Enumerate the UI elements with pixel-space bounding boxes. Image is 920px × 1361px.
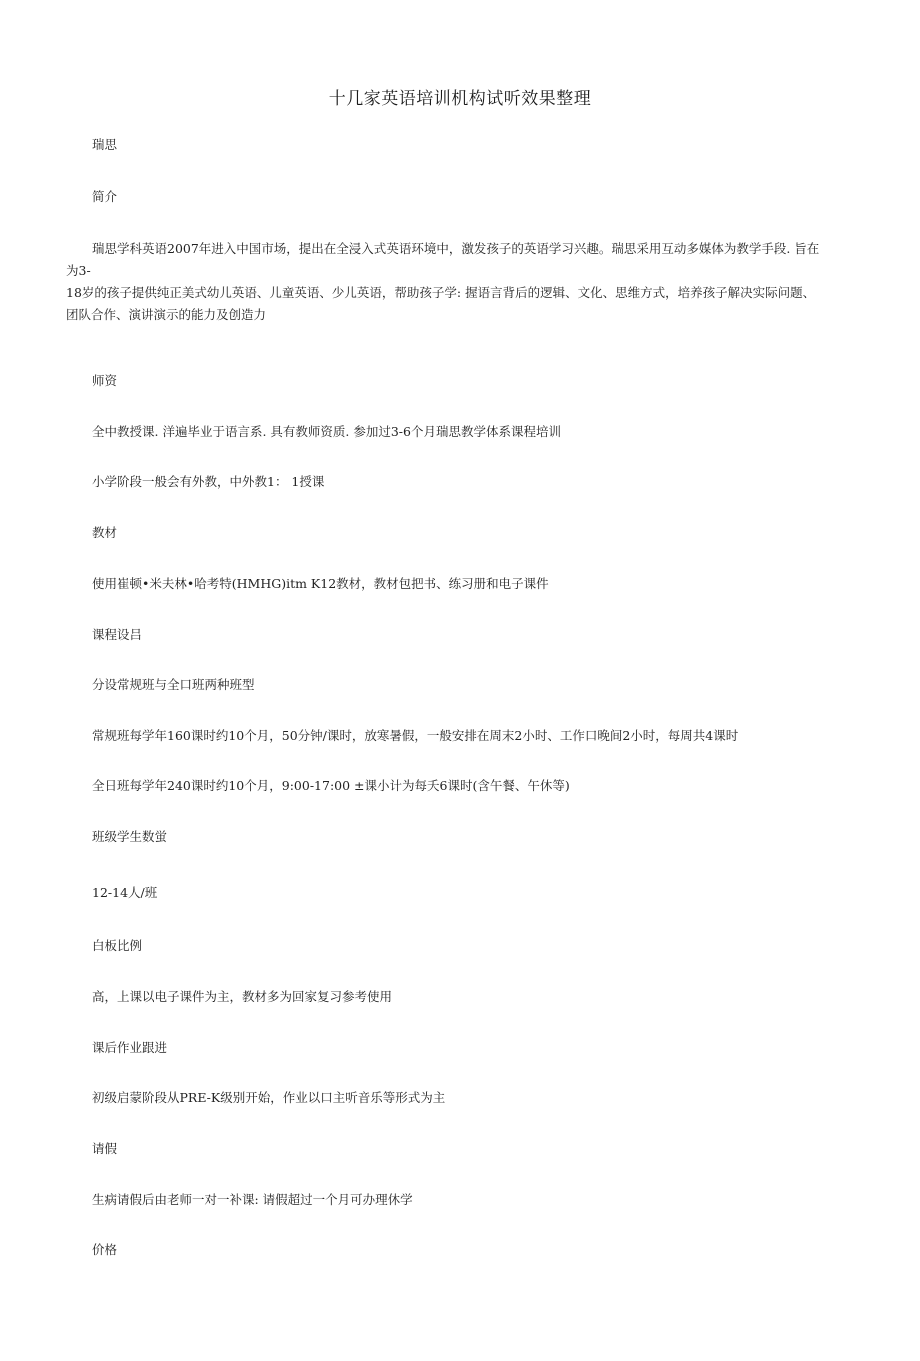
homework-line: 初级启蒙阶段从PRE-K级别开始，作业以口主听音乐等形式为主 [92,1090,446,1105]
document-title: 十几家英语培训机构试听效果整理 [328,89,592,109]
leave-heading: 请假 [92,1141,118,1156]
teachers-heading: 师资 [92,373,118,388]
intro-line: 瑞思学科英语2007年进入中国市场，提出在全浸入式英语环境中，激发孩子的英语学习兴趣。瑞思采用互动多媒体为教学手段. 旨在 [92,241,820,256]
price-heading: 价格 [92,1242,118,1257]
intro-heading: 简介 [92,189,118,204]
intro-line: 团队合作、演讲演示的能力及创造力 [66,307,267,322]
class-size-line: 12-14人/班 [92,885,158,900]
intro-line: 18岁的孩子提供纯正美式幼儿英语、儿童英语、少儿英语，帮助孩子学: 握语言背后的逻辑、文化、思维方式，培养孩子解决实际问题、 [66,285,816,300]
intro-paragraph [66,238,846,326]
class-size-heading: 班级学生数蛍 [92,829,168,844]
org-name: 瑞思 [92,137,118,152]
course-line: 分设常规班与全口班两种班型 [92,677,255,692]
course-line: 常规班每学年160课时约10个月，50分钟/课时，放寒暑假，一般安排在周末2小时、工作口晚间2小时，每周共4课时 [92,728,739,743]
teachers-line: 全中教授课. 洋遍毕业于语言系. 具有教师资质. 参加过3-6个月瑞思教学体系课程培训 [92,424,561,439]
teachers-line: 小学阶段一般会有外教，中外教1： 1授课 [92,474,325,489]
intro-line: 为3- [66,263,91,278]
leave-line: 生病请假后由老师一对一补课: 请假超过一个月可办理休学 [92,1192,413,1207]
whiteboard-line: 高，上课以电子课件为主，教材多为回家复习参考使用 [92,989,393,1004]
homework-heading: 课后作业跟进 [92,1040,168,1055]
materials-line: 使用崔顿•米夫林•哈考特(HMHG)itm K12教材，教材包把书、练习册和电子课件 [92,576,549,591]
materials-heading: 教材 [92,525,118,540]
whiteboard-heading: 白板比例 [92,938,143,953]
course-line: 全日班每学年240课时约10个月，9:00-17:00 ±课小计为每夭6课时(含午餐、午休等) [92,778,570,793]
course-heading: 课程设吕 [92,627,143,642]
